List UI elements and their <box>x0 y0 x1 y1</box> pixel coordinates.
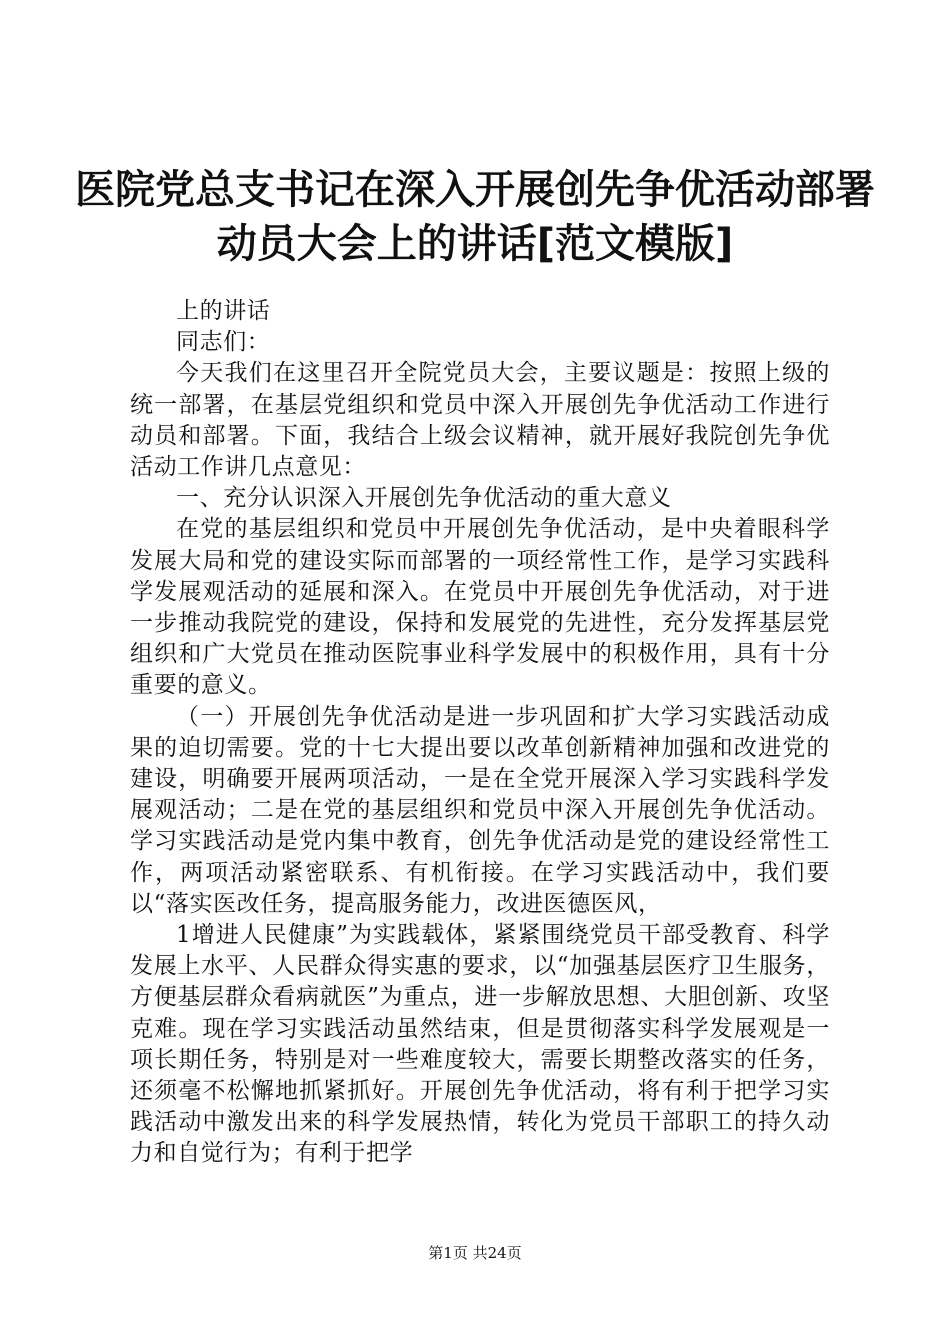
paragraph-continuation: 1增进人民健康”为实践载体，紧紧围绕党员干部受教育、科学发展上水平、人民群众得实惠的要求，以“加强基层医疗卫生服务，方便基层群众看病就医”为重点，进一步解放思想、大胆创新、攻坚克难。现在学习实践活动虽然结束，但是贯彻落实科学发展观是一项长期任务，特别是对一些难度较大，需要长期整改落实的任务，还须毫不松懈地抓紧抓好。开展创先争优活动，将有利于把学习实践活动中激发出来的科学发展热情，转化为党员干部职工的持久动力和自觉行为；有利于把学 <box>130 922 830 1167</box>
document-title-line-2: 动员大会上的讲话[范文模版] <box>216 221 734 267</box>
paragraph-heading-continuation: 上的讲话 <box>176 298 271 324</box>
document-body <box>130 296 830 1170</box>
page-number-footer: 第1页 共24页 <box>428 1244 522 1262</box>
paragraph-intro: 今天我们在这里召开全院党员大会，主要议题是：按照上级的统一部署，在基层党组织和党员中深入开展创先争优活动工作进行动员和部署。下面，我结合上级会议精神，就开展好我院创先争优活动工作讲几点意见： <box>130 360 830 481</box>
paragraph-salutation: 同志们： <box>176 329 271 356</box>
paragraph-significance: 在党的基层组织和党员中开展创先争优活动，是中央着眼科学发展大局和党的建设实际而部署的一项经常性工作，是学习实践科学发展观活动的延展和深入。在党员中开展创先争优活动，对于进一步推动我院党的建设，保持和发展党的先进性，充分发挥基层党组织和广大党员在推动医院事业科学发展中的积极作用，具有十分重要的意义。 <box>130 516 830 699</box>
paragraph-subsection-1: （一）开展创先争优活动是进一步巩固和扩大学习实践活动成果的迫切需要。党的十七大提出要以改革创新精神加强和改进党的建设，明确要开展两项活动，一是在全党开展深入学习实践科学发展观活动；二是在党的基层组织和党员中深入开展创先争优活动。学习实践活动是党内集中教育，创先争优活动是党的建设经常性工作，两项活动紧密联系、有机衔接。在学习实践活动中，我们要以“落实医改任务，提高服务能力，改进医德医风， <box>130 703 830 917</box>
section-heading-1: 一、充分认识深入开展创先争优活动的重大意义 <box>176 485 672 512</box>
document-title-line-1: 医院党总支书记在深入开展创先争优活动部署 <box>75 167 875 213</box>
